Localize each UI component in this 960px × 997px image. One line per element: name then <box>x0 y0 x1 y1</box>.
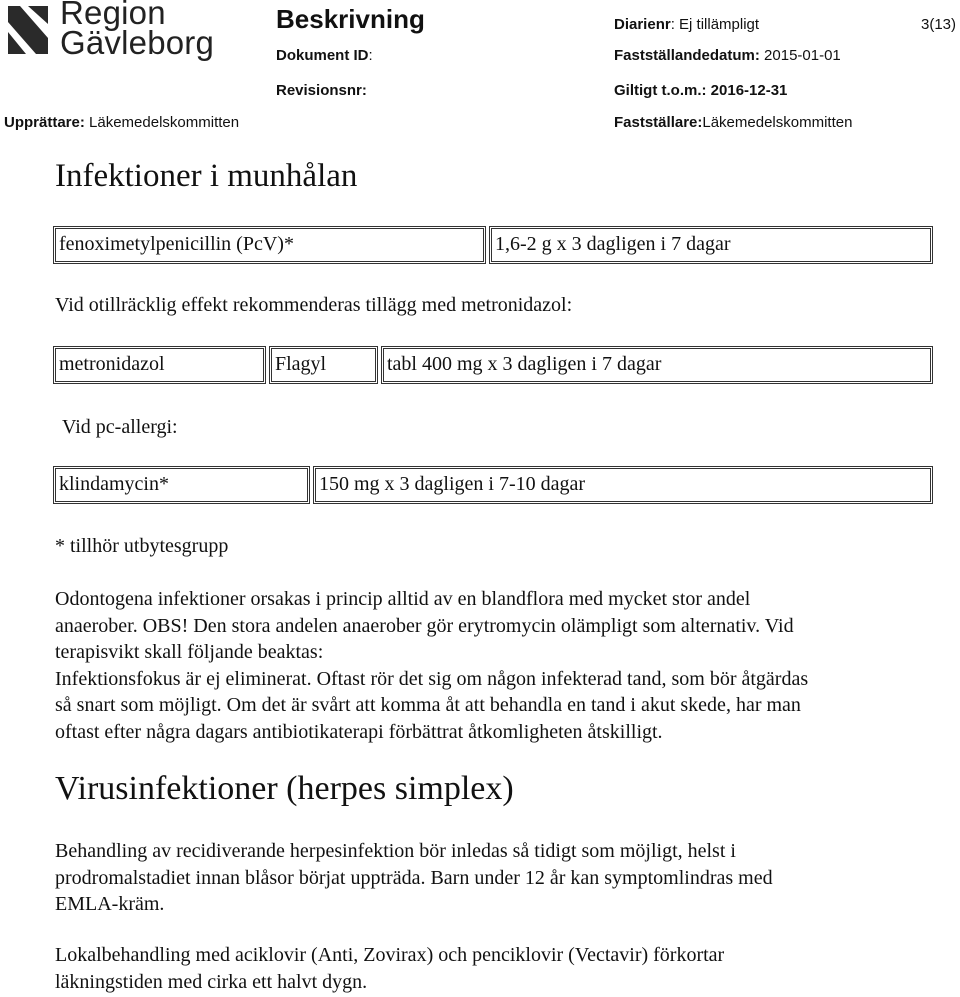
paragraph-line: EMLA-kräm. <box>55 893 165 915</box>
table-cell-dose-metronidazol: tabl 400 mg x 3 dagligen i 7 dagar <box>381 346 933 384</box>
document-type-title: Beskrivning <box>276 4 425 34</box>
section-heading-munhalan: Infektioner i munhålan <box>55 158 358 194</box>
paragraph-line: så snart som möjligt. Om det är svårt att komma åt att behandla en tand i akut skede, har man <box>55 694 801 716</box>
paragraph-odontogena <box>55 586 808 745</box>
paragraph-line: prodromalstadiet innan blåsor börjat uppträda. Barn under 12 år kan symptomlindras med <box>55 866 773 889</box>
giltigt <box>614 82 787 99</box>
paragraph-line: terapisvikt skall följande beaktas: <box>55 641 324 663</box>
dokument-id-label: Dokument ID <box>276 47 369 64</box>
paragraph-line: Infektionsfokus är ej eliminerat. Oftast rör det sig om någon infekterad tand, som bör åtgärdas <box>55 667 809 690</box>
section-heading-virusinfektioner: Virusinfektioner (herpes simplex) <box>55 770 514 807</box>
table-cell-drug-klindamycin: klindamycin* <box>53 466 310 504</box>
faststallare-value: Läkemedelskommitten <box>702 114 853 131</box>
diarienr-value: : Ej tillämpligt <box>670 16 760 33</box>
logo-text-line1: Region <box>60 0 166 31</box>
paragraph-line: anaerober. OBS! Den stora andelen anaerober gör erytromycin olämpligt som alternativ. Vid <box>55 614 794 637</box>
paragraph-herpes-behandling <box>55 838 773 918</box>
footnote-utbytesgrupp: * tillhör utbytesgrupp <box>55 535 229 557</box>
faststallandedatum-value: 2015-01-01 <box>764 47 841 64</box>
note-metronidazol: Vid otillräcklig effekt rekommenderas tillägg med metronidazol: <box>55 294 573 316</box>
faststallare-label: Fastställare: <box>614 114 703 131</box>
table-cell-dose-klindamycin: 150 mg x 3 dagligen i 7-10 dagar <box>313 466 933 504</box>
table-cell-drug-pcv: fenoximetylpenicillin (PcV)* <box>53 226 486 264</box>
region-gavleborg-logo <box>2 0 215 62</box>
diarienr-label: Diarienr <box>614 16 671 33</box>
upprattare <box>4 114 239 131</box>
paragraph-line: oftast efter några dagars antibiotikaterapi förbättrat åtkomligheten åtskilligt. <box>55 720 663 743</box>
dokument-id-value: : <box>368 47 373 64</box>
upprattare-label: Upprättare: <box>4 114 85 131</box>
paragraph-line: Behandling av recidiverande herpesinfektion bör inledas så tidigt som möjligt, helst i <box>55 840 736 862</box>
table-cell-dose-pcv: 1,6-2 g x 3 dagligen i 7 dagar <box>489 226 933 264</box>
logo-mark-icon <box>2 2 54 58</box>
paragraph-line: Lokalbehandling med aciklovir (Anti, Zovirax) och penciklovir (Vectavir) förkortar <box>55 944 725 966</box>
giltigt-value: : 2016-12-31 <box>701 82 788 99</box>
giltigt-label: Giltigt t.o.m. <box>614 82 702 99</box>
dokument-id <box>276 47 373 64</box>
paragraph-lokalbehandling <box>55 942 724 995</box>
faststallandedatum <box>614 47 841 64</box>
revisionsnr-label: Revisionsnr: <box>276 82 367 99</box>
note-pc-allergi: Vid pc-allergi: <box>62 416 178 438</box>
table-cell-drug-metronidazol: metronidazol <box>53 346 266 384</box>
upprattare-value: Läkemedelskommitten <box>89 114 240 131</box>
paragraph-line: Odontogena infektioner orsakas i princip alltid av en blandflora med mycket stor andel <box>55 588 751 610</box>
diarienr <box>614 16 759 33</box>
paragraph-line: läkningstiden med cirka ett halvt dygn. <box>55 970 368 993</box>
table-cell-brand-flagyl: Flagyl <box>269 346 378 384</box>
logo-text-line2: Gävleborg <box>60 24 215 61</box>
page-number: 3(13) <box>921 16 957 33</box>
faststallandedatum-label: Fastställandedatum: <box>614 47 760 64</box>
faststallare <box>614 114 852 131</box>
